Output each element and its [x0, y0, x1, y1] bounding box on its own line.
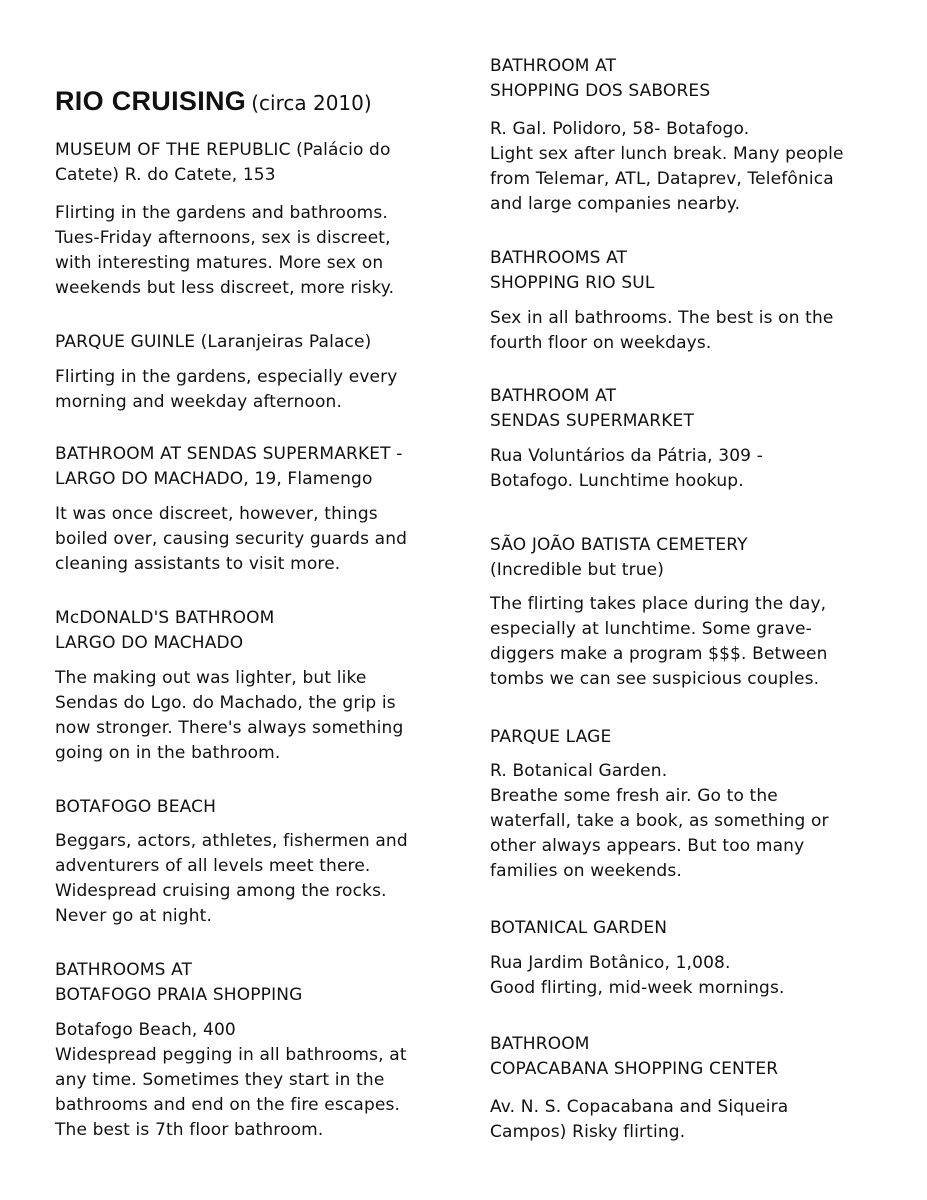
entry-body-line: any time. Sometimes they start in the: [55, 1070, 385, 1090]
entry-body-line: R. Gal. Polidoro, 58- Botafogo.: [490, 119, 750, 139]
entry-body-line: morning and weekday afternoon.: [55, 392, 343, 412]
entry-heading-line: BOTAFOGO PRAIA SHOPPING: [55, 985, 303, 1005]
entry-body-line: The best is 7th floor bathroom.: [55, 1120, 324, 1140]
entry-heading-line: PARQUE LAGE: [490, 727, 612, 747]
entry-heading-line: Catete) R. do Catete, 153: [55, 165, 276, 185]
entry-body-line: The making out was lighter, but like: [55, 668, 367, 688]
entry-heading-line: SHOPPING DOS SABORES: [490, 81, 711, 101]
entry-heading-line: LARGO DO MACHADO, 19, Flamengo: [55, 469, 373, 489]
entry-body-line: Botafogo Beach, 400: [55, 1020, 236, 1040]
entry-body-line: now stronger. There's always something: [55, 718, 404, 738]
entry-body-line: and large companies nearby.: [490, 194, 741, 214]
entry-body-line: Sendas do Lgo. do Machado, the grip is: [55, 693, 396, 713]
entry-body-line: Widespread cruising among the rocks.: [55, 881, 387, 901]
entry-heading-line: (Incredible but true): [490, 560, 665, 580]
entry-body-line: Breathe some fresh air. Go to the: [490, 786, 778, 806]
entry-body-line: with interesting matures. More sex on: [55, 253, 384, 273]
entry-body-line: weekends but less discreet, more risky.: [55, 278, 395, 298]
entry-body-line: It was once discreet, however, things: [55, 504, 378, 524]
title-sub: (circa 2010): [251, 91, 372, 115]
entry-body-line: adventurers of all levels meet there.: [55, 856, 371, 876]
entry-body-line: Campos) Risky flirting.: [490, 1122, 686, 1142]
entry-body-line: Tues-Friday afternoons, sex is discreet,: [55, 228, 391, 248]
entry-body-line: fourth floor on weekdays.: [490, 333, 712, 353]
entry-body-line: tombs we can see suspicious couples.: [490, 669, 820, 689]
entry-body-line: cleaning assistants to visit more.: [55, 554, 341, 574]
entry-heading-line: BOTANICAL GARDEN: [490, 918, 668, 938]
entry-body-line: Widespread pegging in all bathrooms, at: [55, 1045, 407, 1065]
entry-body-line: Never go at night.: [55, 906, 213, 926]
entry-heading-line: PARQUE GUINLE (Laranjeiras Palace): [55, 332, 372, 352]
entry-heading-line: BOTAFOGO BEACH: [55, 797, 217, 817]
entry-body-line: other always appears. But too many: [490, 836, 805, 856]
entry-body-line: waterfall, take a book, as something or: [490, 811, 829, 831]
entry-body-line: Av. N. S. Copacabana and Siqueira: [490, 1097, 789, 1117]
entry-body-line: R. Botanical Garden.: [490, 761, 668, 781]
entry-body-line: especially at lunchtime. Some grave-: [490, 619, 812, 639]
entry-body-line: Rua Voluntários da Pátria, 309 -: [490, 446, 763, 466]
entry-body-line: Light sex after lunch break. Many people: [490, 144, 844, 164]
entry-heading-line: COPACABANA SHOPPING CENTER: [490, 1059, 779, 1079]
entry-heading-line: SENDAS SUPERMARKET: [490, 411, 694, 431]
entry-body-line: Beggars, actors, athletes, fishermen and: [55, 831, 408, 851]
entry-heading-line: LARGO DO MACHADO: [55, 633, 244, 653]
entry-body-line: boiled over, causing security guards and: [55, 529, 408, 549]
entry-heading-line: BATHROOM AT SENDAS SUPERMARKET -: [55, 444, 403, 464]
page-title: [55, 86, 372, 120]
entry-body-line: going on in the bathroom.: [55, 743, 281, 763]
entry-body-line: Sex in all bathrooms. The best is on the: [490, 308, 834, 328]
entry-heading-line: BATHROOMS AT: [55, 960, 193, 980]
entry-body-line: Rua Jardim Botânico, 1,008.: [490, 953, 731, 973]
entry-body-line: families on weekends.: [490, 861, 682, 881]
entry-heading-line: McDONALD'S BATHROOM: [55, 608, 275, 628]
entry-body-line: Botafogo. Lunchtime hookup.: [490, 471, 744, 491]
entry-heading-line: MUSEUM OF THE REPUBLIC (Palácio do: [55, 140, 391, 160]
entry-heading-line: BATHROOM AT: [490, 56, 617, 76]
entry-body-line: Flirting in the gardens and bathrooms.: [55, 203, 388, 223]
title-main: RIO CRUISING: [55, 86, 247, 116]
entry-body-line: from Telemar, ATL, Dataprev, Telefônica: [490, 169, 834, 189]
entry-body-line: bathrooms and end on the fire escapes.: [55, 1095, 401, 1115]
entry-heading-line: SÃO JOÃO BATISTA CEMETERY: [490, 535, 748, 555]
entry-heading-line: BATHROOM AT: [490, 386, 617, 406]
entry-body-line: Flirting in the gardens, especially every: [55, 367, 398, 387]
entry-body-line: The flirting takes place during the day,: [490, 594, 827, 614]
entry-body-line: diggers make a program $$$. Between: [490, 644, 828, 664]
entry-body-line: Good flirting, mid-week mornings.: [490, 978, 785, 998]
entry-heading-line: SHOPPING RIO SUL: [490, 273, 655, 293]
entry-heading-line: BATHROOM: [490, 1034, 590, 1054]
entry-heading-line: BATHROOMS AT: [490, 248, 628, 268]
